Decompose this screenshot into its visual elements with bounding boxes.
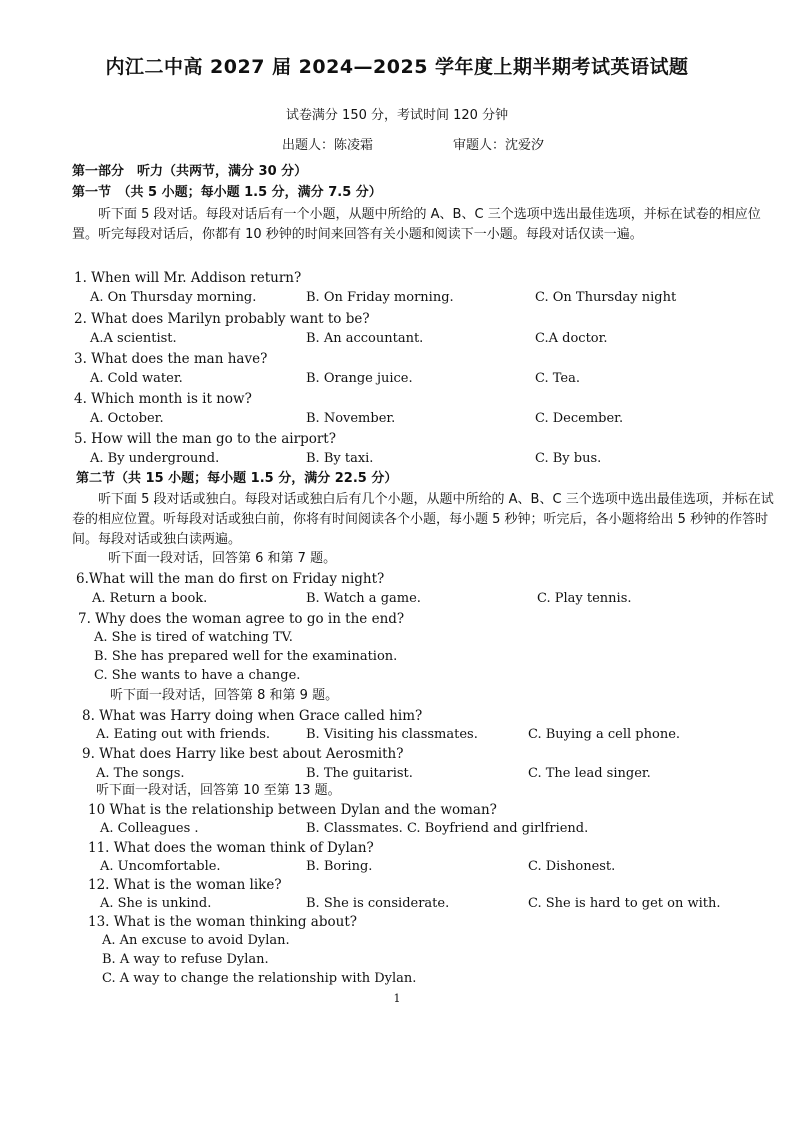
exam-subtitle: 试卷满分 150 分，考试时间 120 分钟 — [285, 108, 509, 123]
q1-option-a: A. On Thursday morning. — [90, 290, 257, 305]
section1-instructions: 听下面 5 段对话。每段对话后有一个小题，从题中所给的 A、B、C 三个选项中选出最佳选项，并标在试卷的相应位置。听完每段对话后，你都有 10 秒钟的时间来回答有关小题和阅读下一小题。每段对话仅读一遍。 — [72, 207, 761, 242]
q6-option-c: C. Play tennis. — [537, 591, 632, 606]
author-label: 出题人：陈凌霜 — [282, 138, 374, 153]
q11-option-c: C. Dishonest. — [528, 859, 616, 874]
q6-option-b: B. Watch a game. — [306, 591, 421, 606]
q6-option-a: A. Return a book. — [92, 591, 208, 606]
q11-option-a: A. Uncomfortable. — [100, 859, 221, 874]
question-4: 4. Which month is it now? — [74, 391, 252, 407]
question-1: 1. When will Mr. Addison return? — [74, 270, 302, 286]
q7-option-a: A. She is tired of watching TV. — [94, 630, 293, 645]
question-13: 13. What is the woman thinking about? — [88, 914, 357, 930]
reviewer-label: 审题人：沈爱汐 — [453, 138, 545, 153]
q7-option-b: B. She has prepared well for the examination. — [94, 649, 398, 664]
section2-heading: 第二节（共 15 小题；每小题 1.5 分，满分 22.5 分） — [76, 471, 398, 486]
question-8: 8. What was Harry doing when Grace called him? — [82, 708, 423, 724]
q7-option-c: C. She wants to have a change. — [94, 668, 301, 683]
q12-option-b: B. She is considerate. — [306, 896, 450, 911]
question-2: 2. What does Marilyn probably want to be? — [74, 311, 370, 327]
q3-option-b: B. Orange juice. — [306, 371, 413, 386]
q4-option-c: C. December. — [535, 411, 624, 426]
q1-option-c: C. On Thursday night — [535, 290, 677, 305]
q2-option-b: B. An accountant. — [306, 331, 424, 346]
question-11: 11. What does the woman think of Dylan? — [88, 840, 374, 856]
page-number: 1 — [393, 992, 401, 1005]
q4-option-b: B. November. — [306, 411, 396, 426]
q12-option-c: C. She is hard to get on with. — [528, 896, 721, 911]
q8-option-a: A. Eating out with friends. — [96, 727, 271, 742]
q13-option-b: B. A way to refuse Dylan. — [102, 952, 269, 967]
question-6: 6.What will the man do first on Friday night? — [76, 571, 385, 587]
q9-option-c: C. The lead singer. — [528, 766, 651, 781]
q13-option-c: C. A way to change the relationship with Dylan. — [102, 971, 417, 986]
question-9: 9. What does Harry like best about Aerosmith? — [82, 746, 404, 762]
q8-option-c: C. Buying a cell phone. — [528, 727, 681, 742]
q5-option-c: C. By bus. — [535, 451, 602, 466]
q5-option-b: B. By taxi. — [306, 451, 374, 466]
q12-option-a: A. She is unkind. — [100, 896, 212, 911]
q10-option-bc: B. Classmates. C. Boyfriend and girlfriend. — [306, 821, 589, 836]
q1-option-b: B. On Friday morning. — [306, 290, 454, 305]
q2-option-c: C.A doctor. — [535, 331, 608, 346]
q8-option-b: B. Visiting his classmates. — [306, 727, 478, 742]
question-10: 10 What is the relationship between Dylan and the woman? — [88, 802, 497, 818]
q13-option-a: A. An excuse to avoid Dylan. — [102, 933, 290, 948]
section1-heading: 第一节 （共 5 小题；每小题 1.5 分，满分 7.5 分） — [72, 185, 382, 200]
question-3: 3. What does the man have? — [74, 351, 268, 367]
q3-option-c: C. Tea. — [535, 371, 580, 386]
q10-option-a: A. Colleagues . — [100, 821, 199, 836]
part1-heading: 第一部分 听力（共两节，满分 30 分） — [72, 164, 308, 179]
group3-intro: 听下面一段对话，回答第 10 至第 13 题。 — [96, 783, 341, 798]
group2-intro: 听下面一段对话，回答第 8 和第 9 题。 — [110, 688, 339, 703]
q2-option-a: A.A scientist. — [90, 331, 177, 346]
q9-option-b: B. The guitarist. — [306, 766, 413, 781]
q11-option-b: B. Boring. — [306, 859, 373, 874]
question-12: 12. What is the woman like? — [88, 877, 282, 893]
q5-option-a: A. By underground. — [90, 451, 220, 466]
q9-option-a: A. The songs. — [96, 766, 185, 781]
question-7: 7. Why does the woman agree to go in the end? — [78, 611, 405, 627]
q3-option-a: A. Cold water. — [90, 371, 183, 386]
q4-option-a: A. October. — [90, 411, 164, 426]
section2-instructions: 听下面 5 段对话或独白。每段对话或独白后有几个小题，从题中所给的 A、B、C 三个选项中选出最佳选项，并标在试卷的相应位置。听每段对话或独白前，你将有时间阅读各个小题，每小题 5 秒钟；听完后，各小题将给出 5 秒钟的作答时间。每段对话或独白读两遍。 — [72, 492, 774, 547]
question-5: 5. How will the man go to the airport? — [74, 431, 336, 447]
page-title: 内江二中高 2027 届 2024—2025 学年度上期半期考试英语试题 — [105, 56, 689, 78]
group1-intro: 听下面一段对话，回答第 6 和第 7 题。 — [108, 551, 337, 566]
